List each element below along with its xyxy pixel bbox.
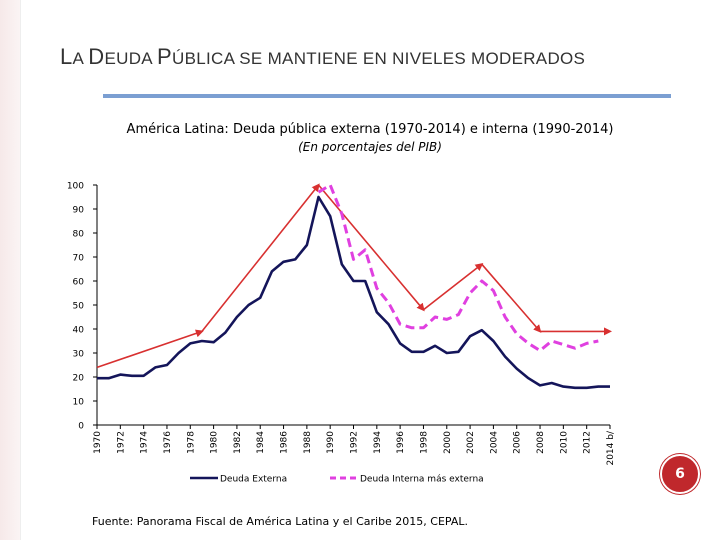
x-tick-label: 2010 — [559, 431, 570, 454]
x-tick-label: 2008 — [536, 431, 547, 454]
y-tick-label: 60 — [72, 277, 84, 288]
x-tick-label: 1978 — [186, 431, 197, 454]
legend-label: Deuda Externa — [220, 474, 288, 485]
trend-arrow — [97, 331, 202, 367]
trend-arrow — [423, 264, 481, 310]
trend-arrow — [319, 185, 424, 310]
x-tick-label: 1986 — [279, 431, 290, 454]
y-tick-label: 40 — [72, 325, 84, 336]
x-tick-label: 1996 — [396, 431, 407, 454]
x-tick-label: 1984 — [256, 431, 267, 454]
x-tick-label: 1992 — [349, 431, 360, 454]
x-tick-label: 1988 — [302, 431, 313, 454]
y-tick-label: 80 — [72, 229, 84, 240]
y-tick-label: 70 — [72, 253, 84, 264]
x-tick-label: 1990 — [326, 431, 337, 454]
x-tick-label: 1980 — [209, 431, 220, 454]
x-tick-label: 1982 — [232, 431, 243, 454]
y-tick-label: 20 — [72, 373, 84, 384]
title-part: EUDA — [104, 49, 158, 68]
x-tick-label: 1972 — [116, 431, 127, 454]
x-tick-label: 1970 — [93, 431, 103, 454]
x-tick-label: 2000 — [442, 431, 453, 454]
y-tick-label: 100 — [66, 181, 84, 192]
title-part: D — [88, 44, 105, 69]
source-note: Fuente: Panorama Fiscal de América Latina y el Caribe 2015, CEPAL. — [92, 515, 469, 528]
series-deuda-total-line — [319, 185, 599, 351]
title-part: L — [60, 44, 73, 69]
x-tick-label: 2002 — [466, 431, 477, 454]
trend-arrow — [482, 264, 540, 331]
x-tick-label: 1976 — [162, 431, 173, 454]
legend-label: Deuda Interna más externa — [360, 474, 484, 485]
page-number-badge: 6 — [660, 454, 700, 494]
x-tick-label: 2006 — [512, 431, 523, 454]
y-tick-label: 90 — [72, 205, 84, 216]
x-tick-label: 2014 b/ — [606, 431, 616, 466]
y-tick-label: 50 — [72, 301, 84, 312]
x-tick-label: 1974 — [139, 431, 150, 454]
y-tick-label: 10 — [72, 397, 84, 408]
title-part: P — [157, 44, 172, 69]
x-tick-label: 1998 — [419, 431, 430, 454]
x-tick-label: 1994 — [372, 431, 383, 454]
chart-title: América Latina: Deuda pública externa (1970-2014) e interna (1990-2014) — [126, 122, 614, 137]
x-tick-label: 2004 — [489, 431, 500, 454]
x-tick-label: 2012 — [582, 431, 593, 454]
title-part: ÚBLICA SE MANTIENE EN NIVELES MODERADOS — [172, 49, 586, 68]
y-tick-label: 0 — [78, 421, 84, 432]
y-tick-label: 30 — [72, 349, 84, 360]
chart-subtitle: (En porcentajes del PIB) — [298, 140, 442, 154]
trend-arrow — [202, 185, 319, 331]
title-part: A — [72, 49, 89, 68]
